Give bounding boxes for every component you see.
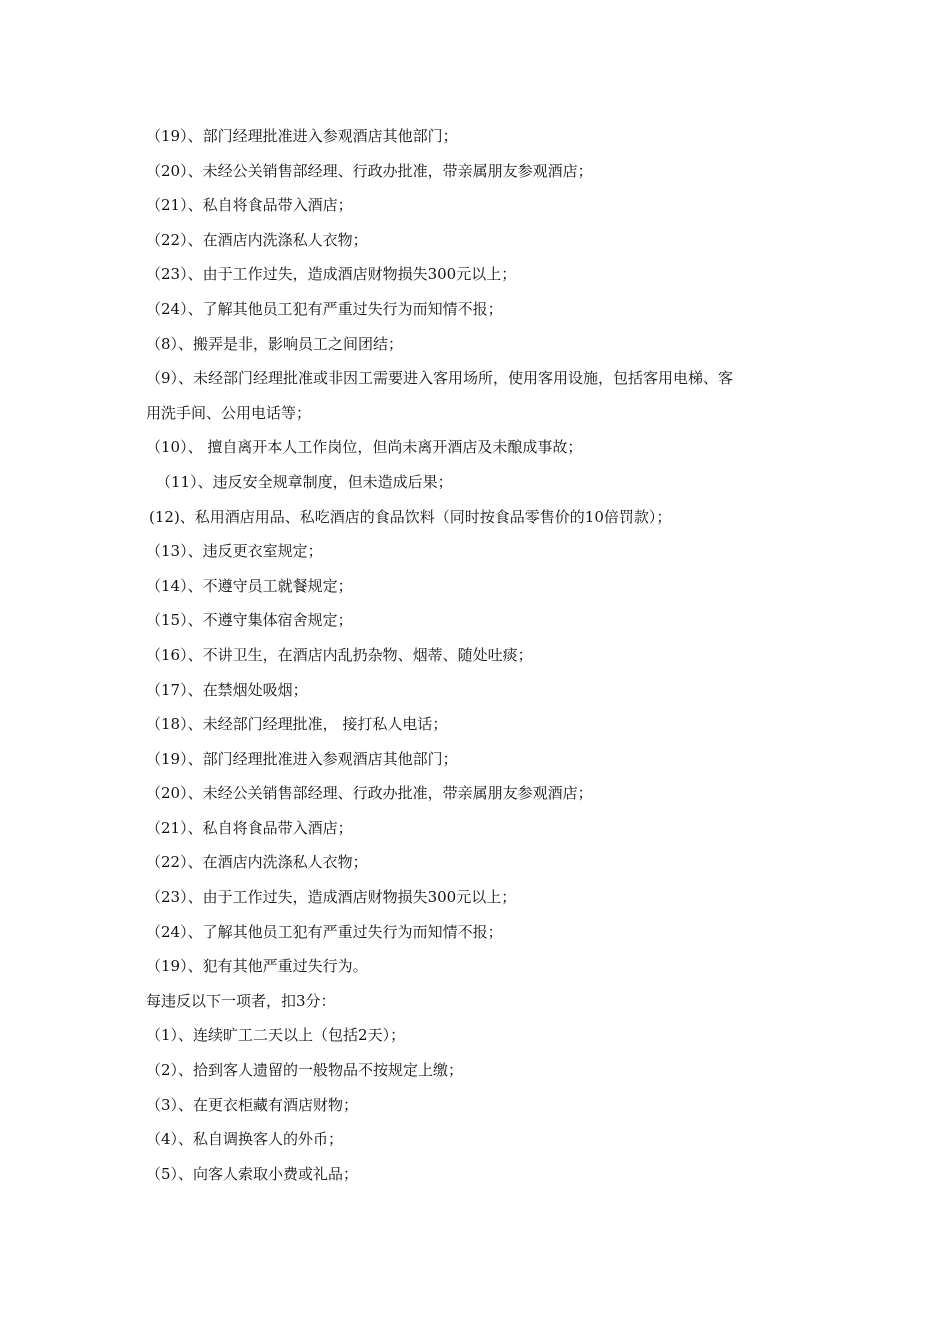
text-line: （8）、搬弄是非，影响员工之间团结； (146, 334, 404, 353)
text-line: （18）、未经部门经理批准， 接打私人电话； (146, 715, 448, 734)
document-body (146, 125, 826, 1197)
text-line: （24）、了解其他员工犯有严重过失行为而知情不报； (146, 299, 503, 318)
text-line: （24）、了解其他员工犯有严重过失行为而知情不报； (146, 922, 503, 941)
text-line: （5）、向客人索取小费或礼品； (146, 1164, 359, 1183)
text-line: （2）、拾到客人遗留的一般物品不按规定上缴； (146, 1061, 464, 1080)
section-heading: 每违反以下一项者，扣3分： (146, 991, 336, 1010)
text-line: （20）、未经公关销售部经理、行政办批准，带亲属朋友参观酒店； (146, 784, 593, 803)
text-line: （21）、私自将食品带入酒店； (146, 818, 353, 837)
text-line: （21）、私自将食品带入酒店； (146, 196, 353, 215)
text-line: （23）、由于工作过失，造成酒店财物损失300元以上； (146, 265, 517, 284)
text-line: （13）、违反更衣室规定； (146, 542, 323, 561)
text-line: （19）、部门经理批准进入参观酒店其他部门； (146, 127, 458, 145)
text-line: （9）、未经部门经理批准或非因工需要进入客用场所，使用客用设施，包括客用电梯、客 (146, 369, 734, 388)
text-line: （16）、不讲卫生，在酒店内乱扔杂物、烟蒂、随处吐痰； (146, 645, 533, 664)
text-line: （22）、在酒店内洗涤私人衣物； (146, 853, 368, 872)
text-line: （17）、在禁烟处吸烟； (146, 680, 308, 699)
text-line: （23）、由于工作过失，造成酒店财物损失300元以上； (146, 888, 517, 907)
text-line: (12)、私用酒店用品、私吃酒店的食品饮料（同时按食品零售价的10倍罚款）； (149, 507, 672, 526)
text-line: （19）、部门经理批准进入参观酒店其他部门； (146, 749, 458, 768)
text-line: （14）、不遵守员工就餐规定； (146, 576, 353, 595)
text-line: （1）、连续旷工二天以上（包括2天）； (146, 1026, 406, 1045)
text-line: （19）、犯有其他严重过失行为。 (146, 957, 368, 976)
text-line: （3）、在更衣柜藏有酒店财物； (146, 1095, 359, 1114)
text-line: （4）、私自调换客人的外币； (146, 1130, 344, 1149)
text-line: （22）、在酒店内洗涤私人衣物； (146, 230, 368, 249)
text-line: （20）、未经公关销售部经理、行政办批准，带亲属朋友参观酒店； (146, 161, 593, 180)
text-line-continuation: 用洗手间、公用电话等； (146, 403, 312, 422)
text-line: （11）、违反安全规章制度，但未造成后果； (156, 472, 453, 491)
text-line: （15）、不遵守集体宿舍规定； (146, 611, 353, 630)
text-line: （10）、 擅自离开本人工作岗位，但尚未离开酒店及未酿成事故； (146, 438, 583, 457)
